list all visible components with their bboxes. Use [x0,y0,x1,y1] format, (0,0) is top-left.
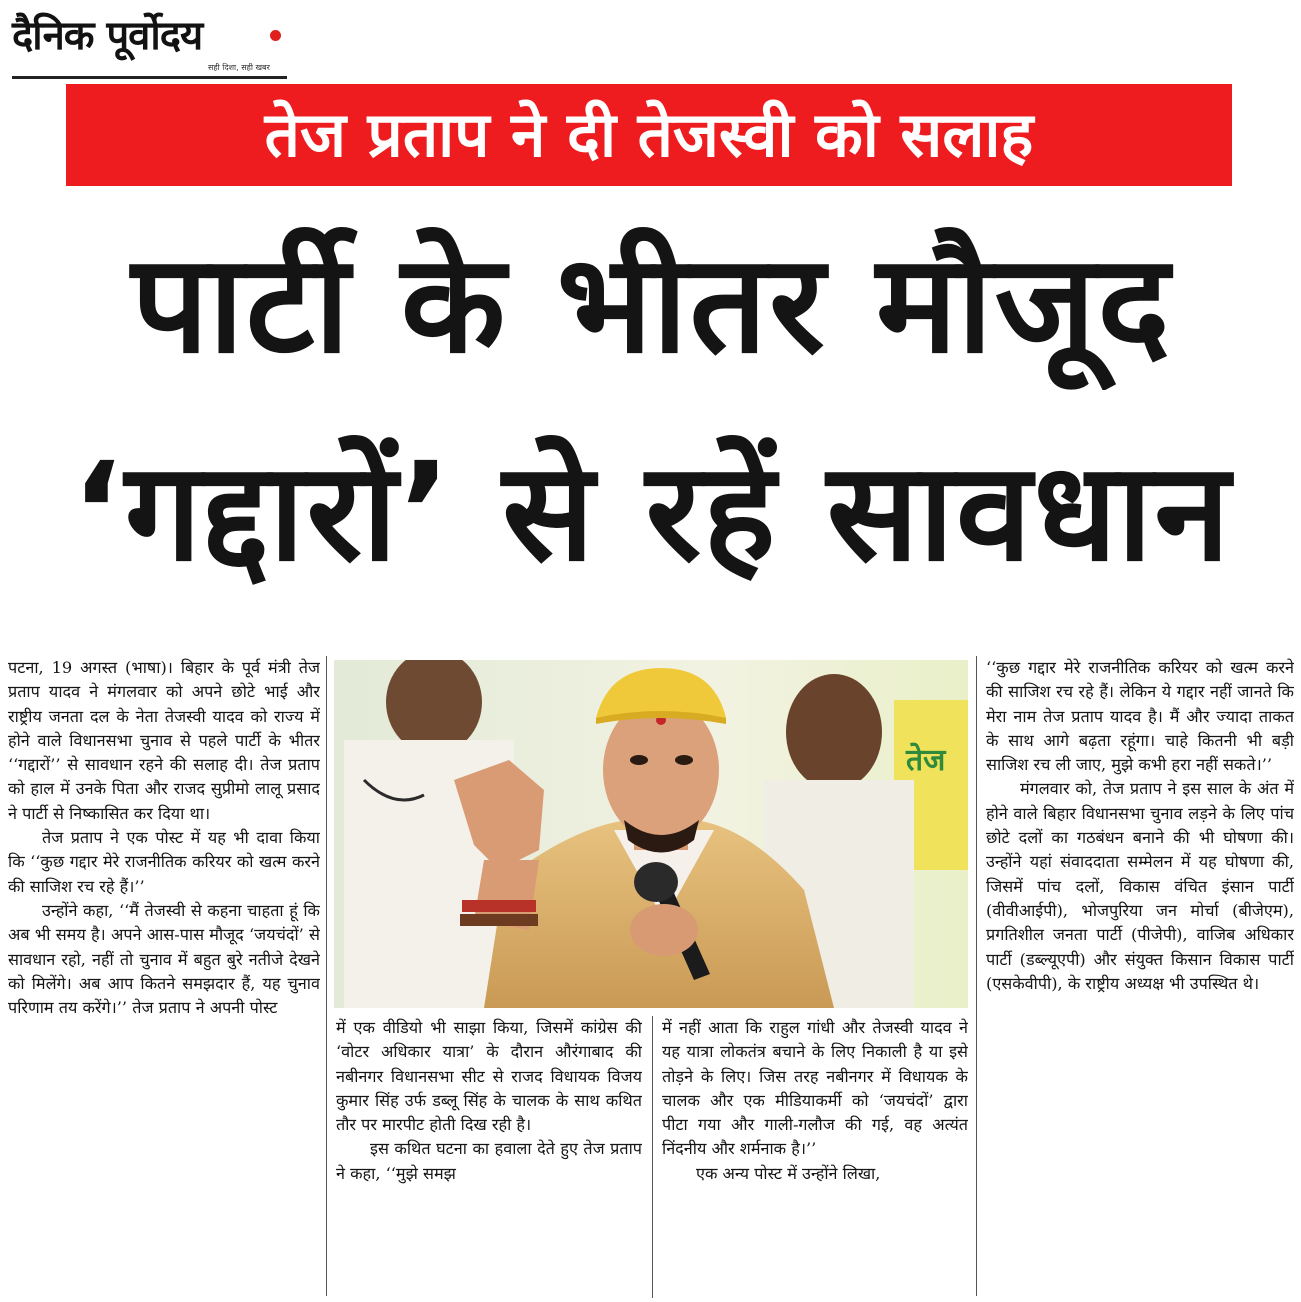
headline-line-2: ‘गद्दारों’ से रहें सावधान [71,434,1232,592]
article-column-3 [662,1016,968,1298]
logo-dot-icon [270,30,281,41]
paragraph: ‘‘कुछ गद्दार मेरे राजनीतिक करियर को खत्म करने की साजिश रच रहे हैं। लेकिन ये गद्दार नहीं जानते कि मेरा नाम तेज प्रताप यादव है। मैं और ज्यादा ताकत के साथ आगे बढ़ता रहूंगा। चाहे कितनी भी बड़ी साजिश रच ली जाए, मुझे कभी हरा नहीं सकते।’’ [986,658,1294,775]
photo-illustration [334,660,968,1008]
newspaper-logo: दैनिक पूर्वोदय [12,13,203,59]
kicker-banner: तेज प्रताप ने दी तेजस्वी को सलाह [66,84,1232,186]
paragraph: उन्होंने कहा, ‘‘मैं तेजस्वी से कहना चाहता हूं कि अब भी समय है। अपने आस-पास मौजूद ‘जयचंदों’ से सावधान रहो, नहीं तो चुनाव में बहुत बुरे नतीजे देखने को मिलेंगे। अब आप कितने समझदार हैं, यह चुनाव परिणाम तय करेंगे।’’ तेज प्रताप ने अपनी पोस्ट [8,900,320,1018]
masthead-rule [12,76,287,79]
paragraph: में नहीं आता कि राहुल गांधी और तेजस्वी यादव ने यह यात्रा लोकतंत्र बचाने के लिए निकाली है या इसे तोड़ने के लिए। जिस तरह नबीनगर में विधायक के चालक और एक मीडियाकर्मी को ‘जयचंदों’ द्वारा पीटा गया और गाली-गलौज की गई, वह अत्यंत निंदनीय और शर्मनाक है।’’ [662,1018,968,1159]
paragraph: तेज प्रताप ने एक पोस्ट में यह भी दावा किया कि ‘‘कुछ गद्दार मेरे राजनीतिक करियर को खत्म करने की साजिश रच रहे हैं।’’ [8,828,320,896]
paragraph: पटना, 19 अगस्त (भाषा)। बिहार के पूर्व मंत्री तेज प्रताप यादव ने मंगलवार को अपने छोटे भाई और राष्ट्रीय जनता दल के नेता तेजस्वी यादव को राज्य में होने वाले विधानसभा चुनाव से पहले पार्टी के भीतर ‘‘गद्दारों’’ से सावधान रहने की सलाह दी। तेज प्रताप को हाल में उनके पिता और राजद सुप्रीमो लालू प्रसाद ने पार्टी से निष्कासित कर दिया था। [8,658,320,823]
paragraph: एक अन्य पोस्ट में उन्होंने लिखा, [696,1163,881,1183]
news-photo [334,660,968,1008]
masthead-tagline: सही दिशा, सही खबर [208,63,270,72]
column-divider [652,1016,653,1298]
column-divider [326,656,327,1296]
headline-line-1: पार्टी के भीतर मौजूद [131,226,1172,384]
masthead [12,10,287,72]
banner-text: तेज [906,743,946,778]
column-divider [976,656,977,1296]
article-column-1 [8,656,320,1296]
article-column-2 [336,1016,642,1298]
paragraph: मंगलवार को, तेज प्रताप ने इस साल के अंत में होने वाले बिहार विधानसभा चुनाव लड़ने के लिए पांच छोटे दलों का गठबंधन बनाने की भी घोषणा की। उन्होंने यहां संवाददाता सम्मेलन में यह घोषणा की, जिसमें पांच दलों, विकास वंचित इंसान पार्टी (वीवीआईपी), भोजपुरिया जन मोर्चा (बीजेएम), प्रगतिशील जनता पार्टी (पीजेपी), वाजिब अधिकार पार्टी (डब्ल्यूएपी) और संयुक्त किसान विकास पार्टी (एसकेवीपी), के राष्ट्रीय अध्यक्ष भी उपस्थित थे। [986,779,1294,993]
paragraph: इस कथित घटना का हवाला देते हुए तेज प्रताप ने कहा, ‘‘मुझे समझ [336,1139,642,1183]
paragraph: में एक वीडियो भी साझा किया, जिसमें कांग्रेस की ‘वोटर अधिकार यात्रा’ के दौरान औरंगाबाद की नबीनगर विधानसभा सीट से राजद विधायक विजय कुमार सिंह उर्फ डब्लू सिंह के चालक के साथ कथित तौर पर मारपीट होती दिख रही है। [336,1018,642,1135]
article-column-4 [986,656,1294,1296]
